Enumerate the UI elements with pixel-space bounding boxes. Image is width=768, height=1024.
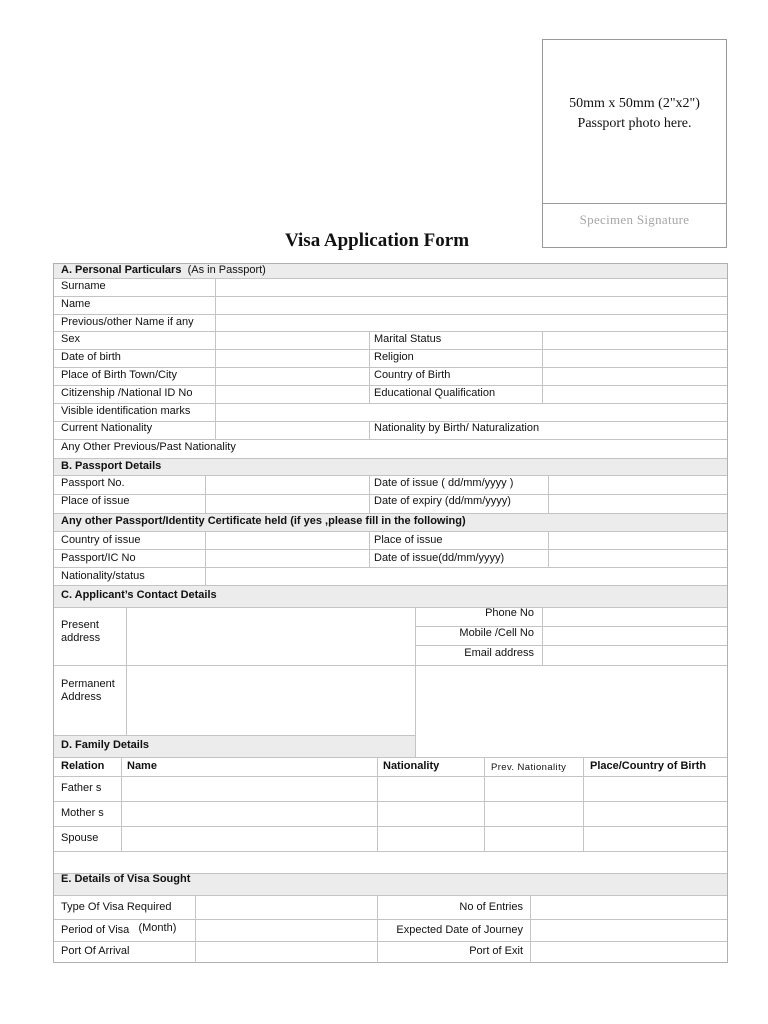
section-b-heading: B. Passport Details xyxy=(61,460,162,472)
arrival-port-label: Port Of Arrival xyxy=(61,945,130,957)
signature-divider xyxy=(543,203,726,204)
permanent-label-line1: Permanent xyxy=(61,678,115,690)
photo-here-text: Passport photo here. xyxy=(577,116,692,131)
col-line xyxy=(369,421,370,439)
visa-period-text: Period of Visa xyxy=(61,924,130,936)
section-a-heading xyxy=(61,264,266,277)
row-line xyxy=(54,919,727,920)
col-relation-header: Relation xyxy=(61,760,105,772)
row-line xyxy=(54,403,727,404)
row-line xyxy=(54,296,727,297)
section-d-heading: D. Family Details xyxy=(61,739,150,751)
mother-row-label: Mother s xyxy=(61,807,104,819)
row-line xyxy=(54,385,727,386)
row-line xyxy=(54,851,727,852)
other-passport-heading: Any other Passport/Identity Certificate held (if yes ,please fill in the following) xyxy=(61,515,466,527)
place-of-issue-label: Place of issue xyxy=(61,495,130,507)
other-nationality-label: Any Other Previous/Past Nationality xyxy=(61,441,236,453)
visa-period-note: (Month) xyxy=(138,922,177,934)
row-line xyxy=(415,645,727,646)
col-line xyxy=(126,607,127,735)
visa-type-label: Type Of Visa Required xyxy=(61,901,172,913)
current-nationality-label: Current Nationality xyxy=(61,422,153,434)
photo-size-text: 50mm x 50mm (2"x2") xyxy=(569,96,700,111)
passport-photo-box xyxy=(542,39,727,248)
row-line xyxy=(54,801,727,802)
col-line xyxy=(548,531,549,567)
other-place-of-issue-label: Place of issue xyxy=(374,534,443,546)
present-address-label xyxy=(61,619,100,645)
row-line xyxy=(54,941,727,942)
education-label: Educational Qualification xyxy=(374,387,496,399)
name-label: Name xyxy=(61,298,91,310)
sex-label: Sex xyxy=(61,333,80,345)
row-line xyxy=(54,826,727,827)
row-line xyxy=(54,314,727,315)
section-c-heading: C. Applicant’s Contact Details xyxy=(61,589,217,601)
passport-no-label: Passport No. xyxy=(61,477,125,489)
entries-label: No of Entries xyxy=(459,901,523,913)
country-of-birth-label: Country of Birth xyxy=(374,369,451,381)
col-line xyxy=(215,278,216,439)
email-label: Email address xyxy=(464,647,534,659)
row-line xyxy=(54,513,727,514)
col-place-of-birth-header: Place/Country of Birth xyxy=(590,760,707,772)
religion-label: Religion xyxy=(374,351,414,363)
row-line xyxy=(54,439,727,440)
visa-period-label xyxy=(61,924,176,937)
identification-marks-label: Visible identification marks xyxy=(61,405,191,417)
col-line xyxy=(205,531,206,585)
nationality-by-birth-label: Nationality by Birth/ Naturalization xyxy=(374,422,540,434)
col-line xyxy=(205,475,206,513)
marital-status-label: Marital Status xyxy=(374,333,442,345)
photo-instructions xyxy=(543,94,726,134)
row-line xyxy=(54,367,727,368)
col-line xyxy=(369,331,370,403)
row-line xyxy=(54,349,727,350)
row-line xyxy=(54,895,727,896)
date-of-issue-label: Date of issue ( dd/mm/yyyy ) xyxy=(374,477,514,489)
country-of-issue-label: Country of issue xyxy=(61,534,141,546)
row-line xyxy=(54,331,727,332)
section-e-heading: E. Details of Visa Sought xyxy=(61,873,191,885)
col-line xyxy=(542,607,543,665)
citizenship-label: Citizenship /National ID No xyxy=(61,387,193,399)
col-line xyxy=(530,895,531,963)
date-of-expiry-label: Date of expiry (dd/mm/yyyy) xyxy=(374,495,511,507)
row-line xyxy=(54,567,727,568)
section-a-note: (As in Passport) xyxy=(187,264,266,276)
col-prev-nationality-header: Prev. Nationality xyxy=(491,762,567,773)
nationality-status-label: Nationality/status xyxy=(61,570,145,582)
row-line xyxy=(54,549,727,550)
exit-port-label: Port of Exit xyxy=(469,945,523,957)
present-label-line2: address xyxy=(61,632,101,644)
present-label-line1: Present xyxy=(61,619,99,631)
col-line xyxy=(484,757,485,851)
spouse-row-label: Spouse xyxy=(61,832,99,844)
row-line xyxy=(54,585,727,586)
row-line xyxy=(54,665,727,666)
col-line xyxy=(369,475,370,513)
col-line xyxy=(548,475,549,513)
journey-date-label: Expected Date of Journey xyxy=(396,924,523,936)
row-line xyxy=(54,475,727,476)
col-line xyxy=(195,895,196,963)
row-line xyxy=(54,531,727,532)
visa-application-table xyxy=(53,263,728,963)
specimen-signature-field[interactable]: Specimen Signature xyxy=(579,212,690,227)
row-line xyxy=(54,735,415,736)
prev-name-label: Previous/other Name if any xyxy=(61,316,194,328)
col-nationality-header: Nationality xyxy=(383,760,440,772)
col-line xyxy=(121,757,122,851)
father-row-label: Father s xyxy=(61,782,102,794)
section-a-title: A. Personal Particulars xyxy=(61,264,182,276)
row-line xyxy=(54,458,727,459)
col-line xyxy=(369,531,370,567)
permanent-label-line2: Address xyxy=(61,691,102,703)
row-line xyxy=(54,607,727,608)
dob-label: Date of birth xyxy=(61,351,121,363)
surname-label: Surname xyxy=(61,280,106,292)
mobile-label: Mobile /Cell No xyxy=(459,627,534,639)
col-line xyxy=(542,331,543,403)
passport-ic-no-label: Passport/IC No xyxy=(61,552,136,564)
place-of-birth-label: Place of Birth Town/City xyxy=(61,369,177,381)
form-title: Visa Application Form xyxy=(285,230,470,251)
phone-label: Phone No xyxy=(485,607,534,619)
row-line xyxy=(54,278,727,279)
col-line xyxy=(583,757,584,851)
row-line xyxy=(54,757,727,758)
row-line xyxy=(54,776,727,777)
other-date-of-issue-label: Date of issue(dd/mm/yyyy) xyxy=(374,552,505,564)
col-line xyxy=(377,757,378,851)
col-name-header: Name xyxy=(127,760,157,772)
permanent-address-label xyxy=(61,678,115,704)
